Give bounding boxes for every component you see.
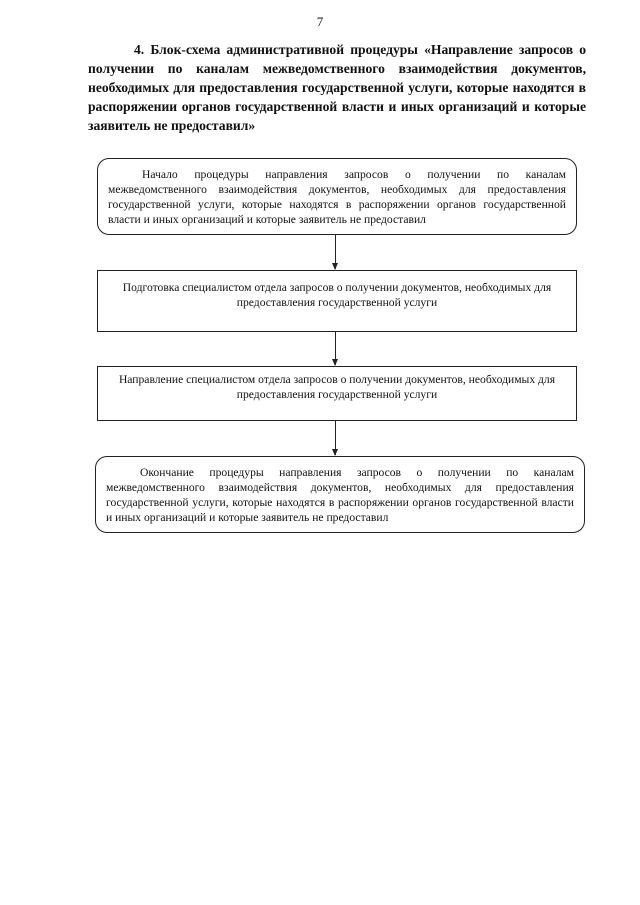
flow-step-send — [97, 366, 577, 421]
flow-step-end — [95, 456, 585, 533]
page-number: 7 — [316, 14, 324, 29]
flow-arrow-1 — [335, 235, 336, 269]
flow-step-prepare — [97, 270, 577, 332]
flow-step-end-text: Окончание процедуры направления запросов о получении по каналам межведомственного взаимодействия документов, необходимых для предоставления государственной услуги, которые находятся в распоряжении органов государственной власти и иных организаций и которые заявитель не предоставил — [106, 466, 574, 524]
flow-step-start — [97, 158, 577, 235]
flow-step-start-text: Начало процедуры направления запросов о получении по каналам межведомственного взаимодействия документов, необходимых для предоставления государственной услуги, которые находятся в распоряжении органов государственной власти и иных организаций и которые заявитель не предоставил — [108, 168, 566, 226]
flow-step-send-text: Направление специалистом отдела запросов о получении документов, необходимых для предоставления государственной услуги — [118, 373, 556, 401]
flow-arrow-2 — [335, 332, 336, 365]
section-heading: 4. Блок-схема административной процедуры «Направление запросов о получении по каналам межведомственного взаимодействия документов, необходимых для предоставления государственной услуги, которые находятся в распоряжении органов государственной власти и иных организаций и которые заявитель не предоставил» — [88, 42, 586, 133]
flow-step-prepare-text: Подготовка специалистом отдела запросов о получении документов, необходимых для предоставления государственной услуги — [122, 281, 552, 309]
flow-arrow-3 — [335, 421, 336, 455]
